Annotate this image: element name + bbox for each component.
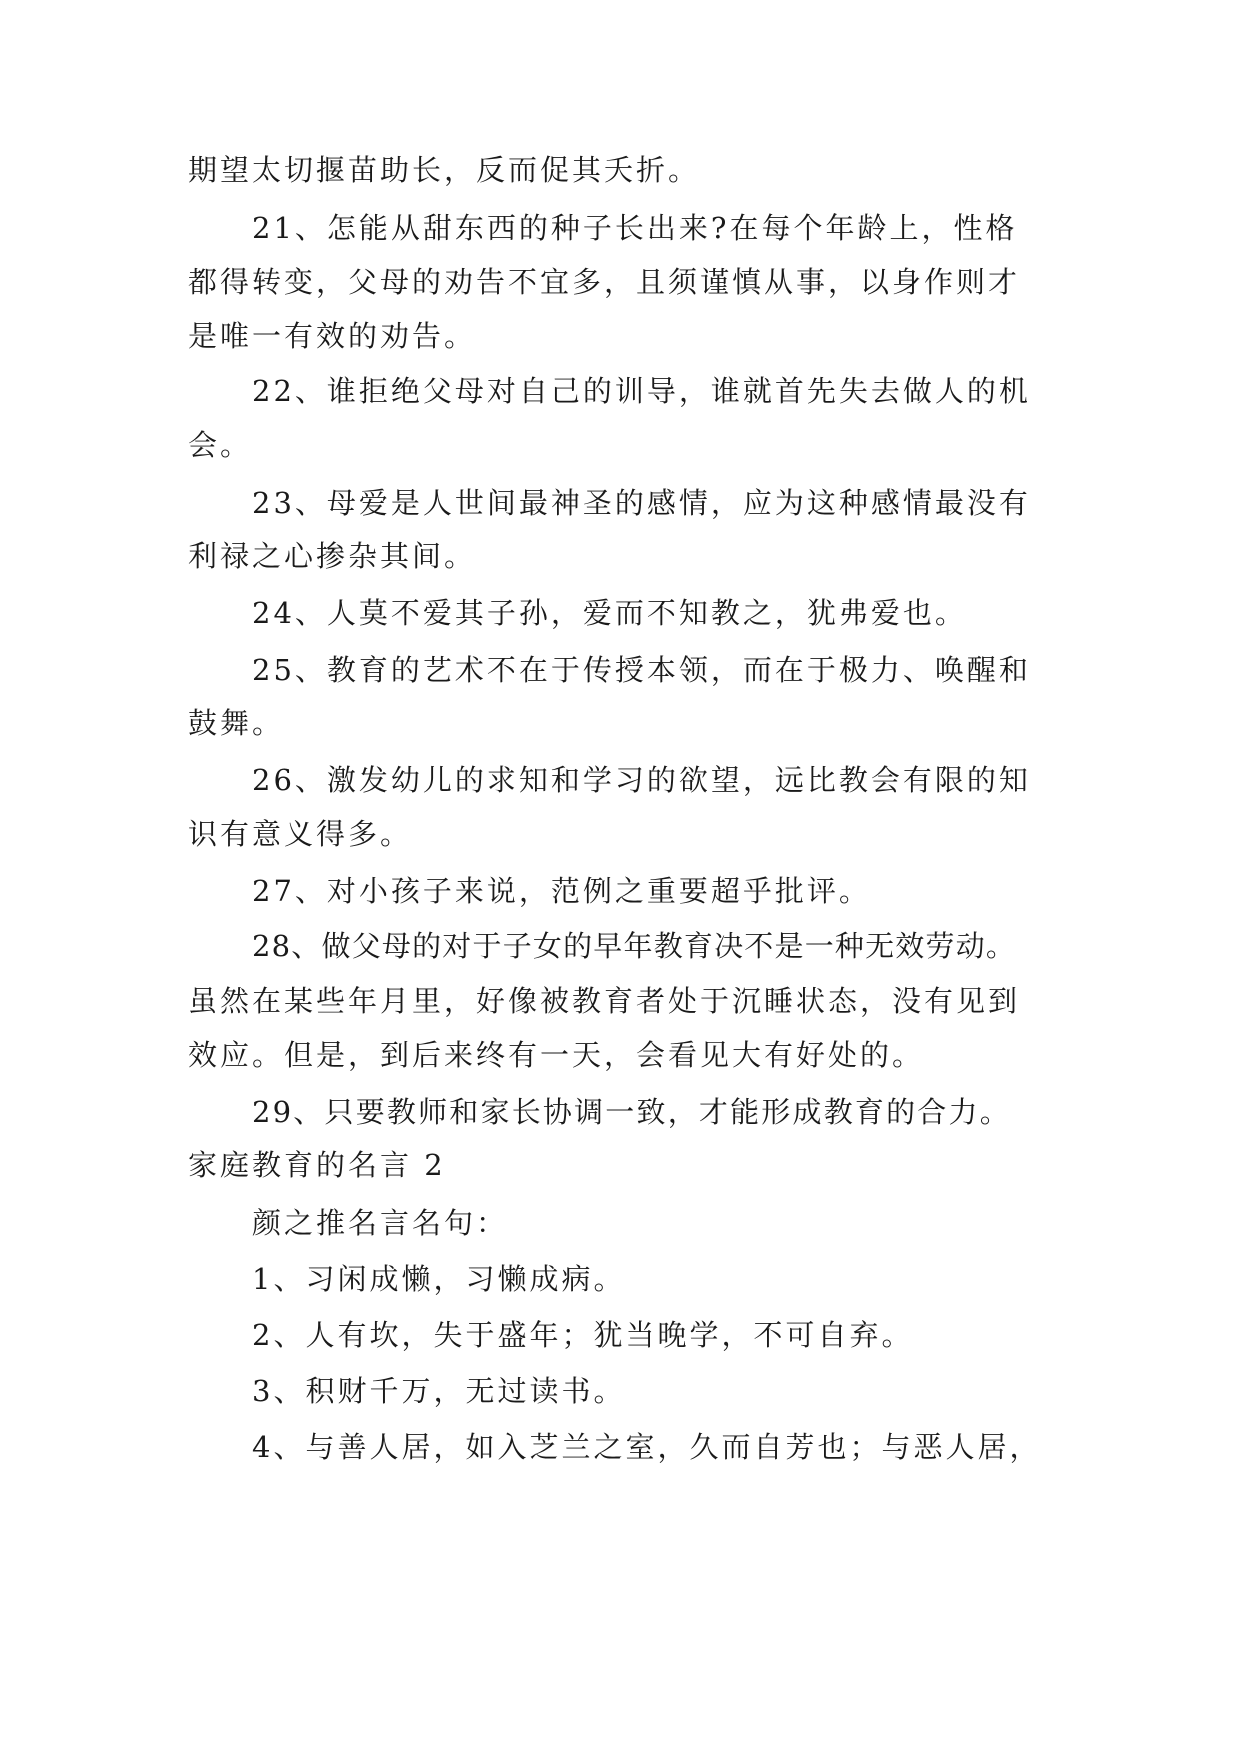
subheading: 颜之推名言名句： <box>252 1206 509 1240</box>
quote-28-line: 28、做父母的对于子女的早年教育决不是一种无效劳动。 <box>252 929 1017 963</box>
list-item: 1、习闲成懒，习懒成病。 <box>252 1262 626 1296</box>
list-item: 2、人有坎，失于盛年；犹当晚学，不可自弃。 <box>252 1318 914 1352</box>
quote-29-line: 29、只要教师和家长协调一致，才能形成教育的合力。 <box>252 1095 1011 1129</box>
text-line: 识有意义得多。 <box>188 817 413 851</box>
quote-25-line: 25、教育的艺术不在于传授本领，而在于极力、唤醒和 <box>252 653 1031 687</box>
list-item: 4、与善人居，如入芝兰之室，久而自芳也；与恶人居， <box>252 1430 1042 1464</box>
quote-24-line: 24、人莫不爱其子孙，爱而不知教之，犹弗爱也。 <box>252 596 967 630</box>
text-line: 会。 <box>188 428 253 462</box>
quote-26-line: 26、激发幼儿的求知和学习的欲望，远比教会有限的知 <box>252 763 1031 797</box>
quote-23-line: 23、母爱是人世间最神圣的感情，应为这种感情最没有 <box>252 486 1031 520</box>
quote-27-line: 27、对小孩子来说，范例之重要超乎批评。 <box>252 874 871 908</box>
text-line: 是唯一有效的劝告。 <box>188 319 477 353</box>
text-line: 都得转变，父母的劝告不宜多，且须谨慎从事，以身作则才 <box>188 265 1021 299</box>
quote-22-line: 22、谁拒绝父母对自己的训导，谁就首先失去做人的机 <box>252 374 1031 408</box>
text-line: 期望太切揠苗助长，反而促其夭折。 <box>188 153 701 187</box>
text-line: 利禄之心掺杂其间。 <box>188 539 477 573</box>
text-line: 虽然在某些年月里，好像被教育者处于沉睡状态，没有见到 <box>188 984 1021 1018</box>
list-item: 3、积财千万，无过读书。 <box>252 1374 626 1408</box>
quote-21-line: 21、怎能从甜东西的种子长出来?在每个年龄上，性格 <box>252 211 1018 245</box>
text-line: 效应。但是，到后来终有一天，会看见大有好处的。 <box>188 1038 925 1072</box>
section-heading: 家庭教育的名言 2 <box>188 1148 446 1182</box>
text-line: 鼓舞。 <box>188 706 285 740</box>
